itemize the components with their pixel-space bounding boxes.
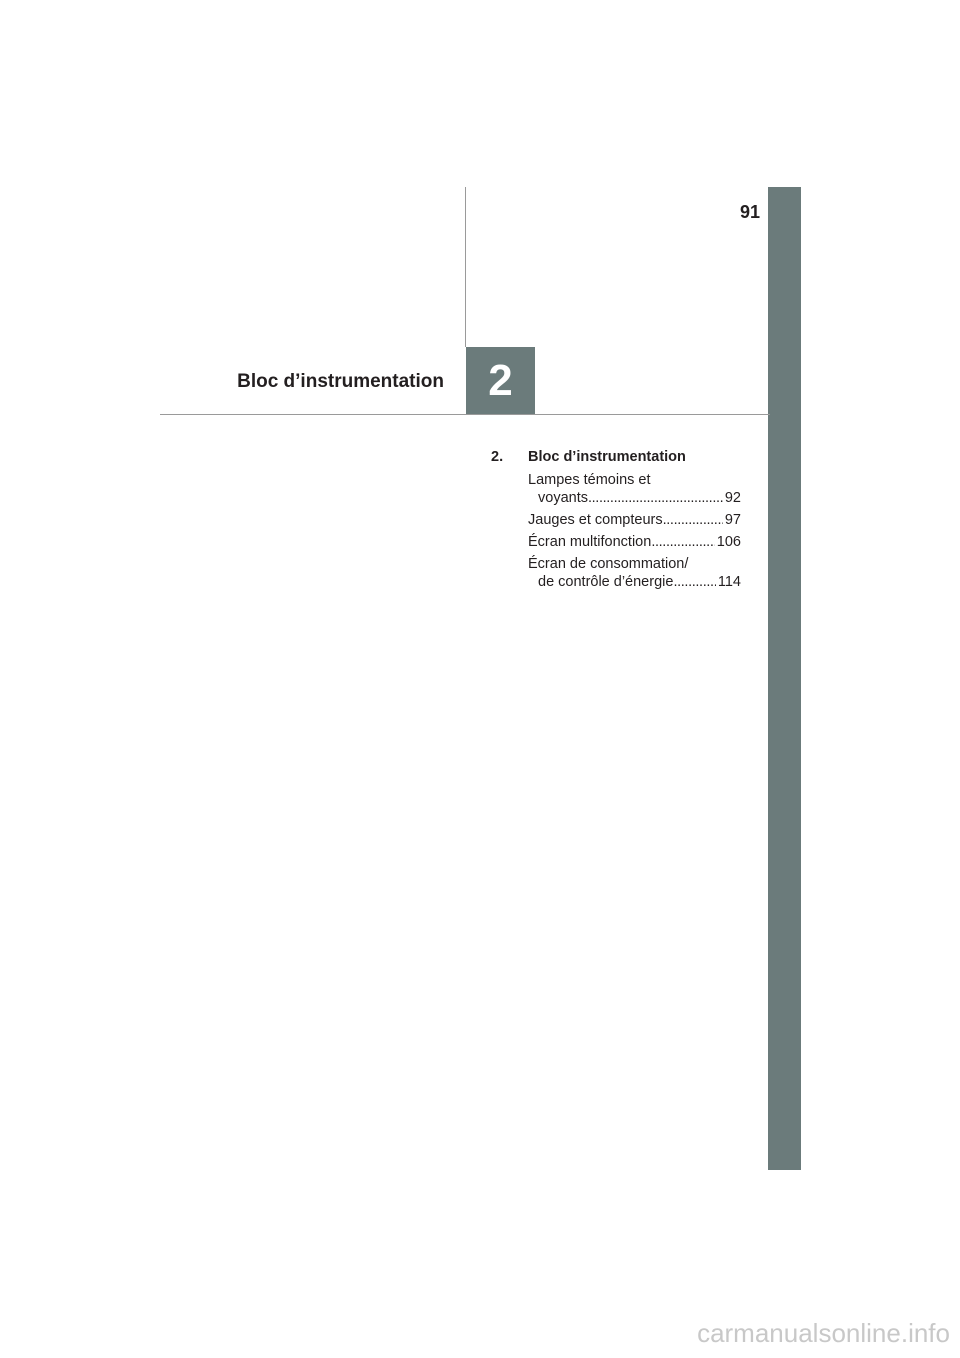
toc-entry-ecran-multifonction[interactable] <box>528 533 741 551</box>
chapter-side-tab <box>768 187 801 1170</box>
table-of-contents <box>491 449 741 595</box>
toc-entry-label-cont: voyants <box>538 490 588 506</box>
dot-leader <box>651 533 714 551</box>
horizontal-rule <box>160 414 770 415</box>
toc-entry-lampes[interactable] <box>528 471 741 507</box>
toc-heading <box>491 449 741 471</box>
toc-entry-jauges[interactable] <box>528 511 741 529</box>
toc-entry-page: 92 <box>724 490 741 506</box>
toc-entry-label: Écran de consommation/ <box>528 556 689 572</box>
toc-entry-label: Lampes témoins et <box>528 472 651 488</box>
dot-leader <box>673 573 715 591</box>
dot-leader <box>663 511 723 529</box>
toc-entry-ecran-consommation[interactable] <box>528 555 741 591</box>
toc-entry-page: 114 <box>717 574 741 590</box>
toc-list <box>528 471 741 591</box>
chapter-number-box: 2 <box>466 347 535 415</box>
watermark: carmanualsonline.info <box>697 1318 950 1348</box>
toc-entry-page: 97 <box>724 512 741 528</box>
dot-leader <box>588 489 723 507</box>
toc-entry-label: Écran multifonction <box>528 534 652 550</box>
toc-entry-page: 106 <box>716 534 741 550</box>
toc-heading-title: Bloc d’instrumentation <box>528 449 686 465</box>
toc-heading-number: 2. <box>491 449 504 465</box>
toc-entry-label-cont: de contrôle d’énergie <box>538 574 674 590</box>
page-number: 91 <box>739 202 760 222</box>
vertical-rule <box>465 187 466 347</box>
toc-entry-label: Jauges et compteurs <box>528 512 663 528</box>
chapter-title: Bloc d’instrumentation <box>237 371 444 392</box>
